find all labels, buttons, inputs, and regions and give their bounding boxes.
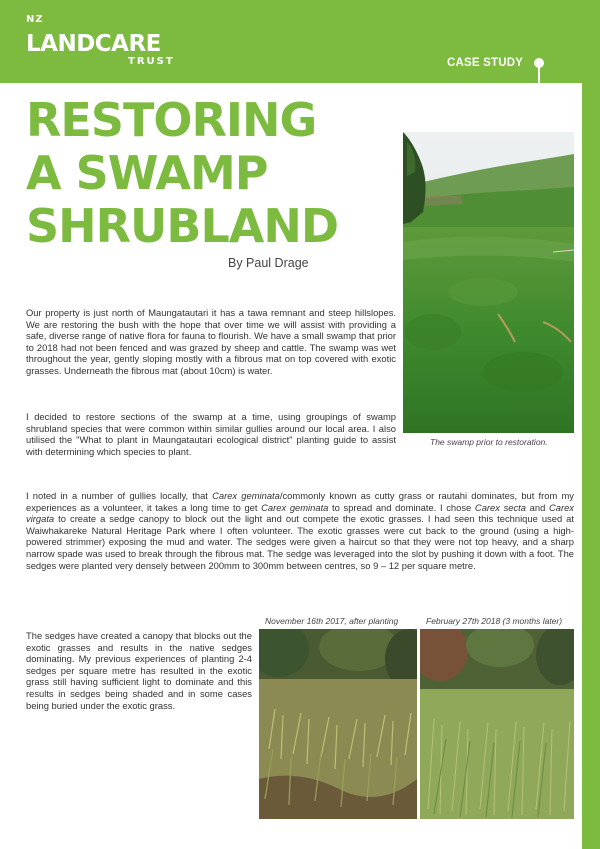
title-line: SHRUBLAND [26, 199, 339, 253]
logo-nz: NZ [26, 14, 44, 25]
swamp-photo [403, 132, 574, 433]
title-line: RESTORING [26, 93, 317, 147]
paragraph-method [26, 490, 574, 571]
text-run: and [526, 501, 549, 513]
after-planting-photo [259, 629, 417, 819]
species-name: Carex geminata [212, 490, 280, 501]
species-name: Carex virgata [26, 501, 574, 525]
three-months-later-photo [420, 629, 574, 819]
case-study-label: CASE STUDY [447, 57, 524, 69]
text-run: /commonly known as cutty grass or rautahi dominates, but from my experiences as a volunteer, it takes a long time to get [26, 490, 574, 513]
paragraph-intro: Our property is just north of Maungatautari it has a tawa remnant and steep hillslopes. We are restoring the bush with the hope that over time we will assist with providing a safe, diverse range of native flora for fauna to flourish. We have a small swamp that prior to 2018 had not been fenced and was grazed by sheep and cattle. The swamp was wet throughout the year, gently sloping mostly with a fibrous mat on top covered with exotic grasses. Underneath the fibrous mat (about 10cm) is water. [26, 307, 396, 376]
swamp-photo-caption: The swamp prior to restoration. [430, 437, 548, 447]
species-name: Carex geminata [261, 501, 329, 513]
page-title [26, 94, 338, 253]
title-line: A SWAMP [26, 146, 268, 200]
species-name: Carex secta [474, 501, 526, 513]
text-run: to spread and dominate. I chose [328, 501, 475, 513]
logo-trust: TRUST [128, 56, 175, 67]
text-run: I noted in a number of gullies locally, that [26, 490, 213, 501]
paragraph-results: The sedges have created a canopy that blocks out the exotic grasses and results in the native sedges dominating. My previous experiences of planting 2-4 sedges per square metre has resulted in the exotic grass still having sufficient light to dominate and this results in sedges being shaded and in some cases being buried under the exotic grass. [26, 630, 252, 711]
later-caption: February 27th 2018 (3 months later) [426, 616, 563, 626]
author-byline: By Paul Drage [228, 256, 309, 270]
paragraph-approach: I decided to restore sections of the swamp at a time, using groupings of swamp shrubland species that were common within similar gullies around our local area. I also utilised the "What to plant in Maungatautari ecological district" planting guide to assist with determining which species to plant. [26, 411, 396, 457]
divider-connector [529, 83, 539, 85]
side-bar [582, 83, 600, 849]
text-run: to create a sedge canopy to block out the light and out compete the exotic grasses. I had seen this technique used at Waiwhakareke Natural Heritage Park where I often volunteer. The exotic grasses were cut back to the ground (using a high-powered strimmer) exposing the mud and water. The sedges were given a haircut so that they were not top heavy, and a sharp narrow spade was used to break through the fibrous mat. The sedge was leveraged into the slot by pushing it down with a foot. The sedges were planted very densely between 200mm to 300mm between centres, so 9 – 12 per square metre. [26, 513, 574, 571]
after-planting-caption: November 16th 2017, after planting [265, 616, 399, 626]
logo-landcare: LANDCARE [26, 31, 161, 57]
